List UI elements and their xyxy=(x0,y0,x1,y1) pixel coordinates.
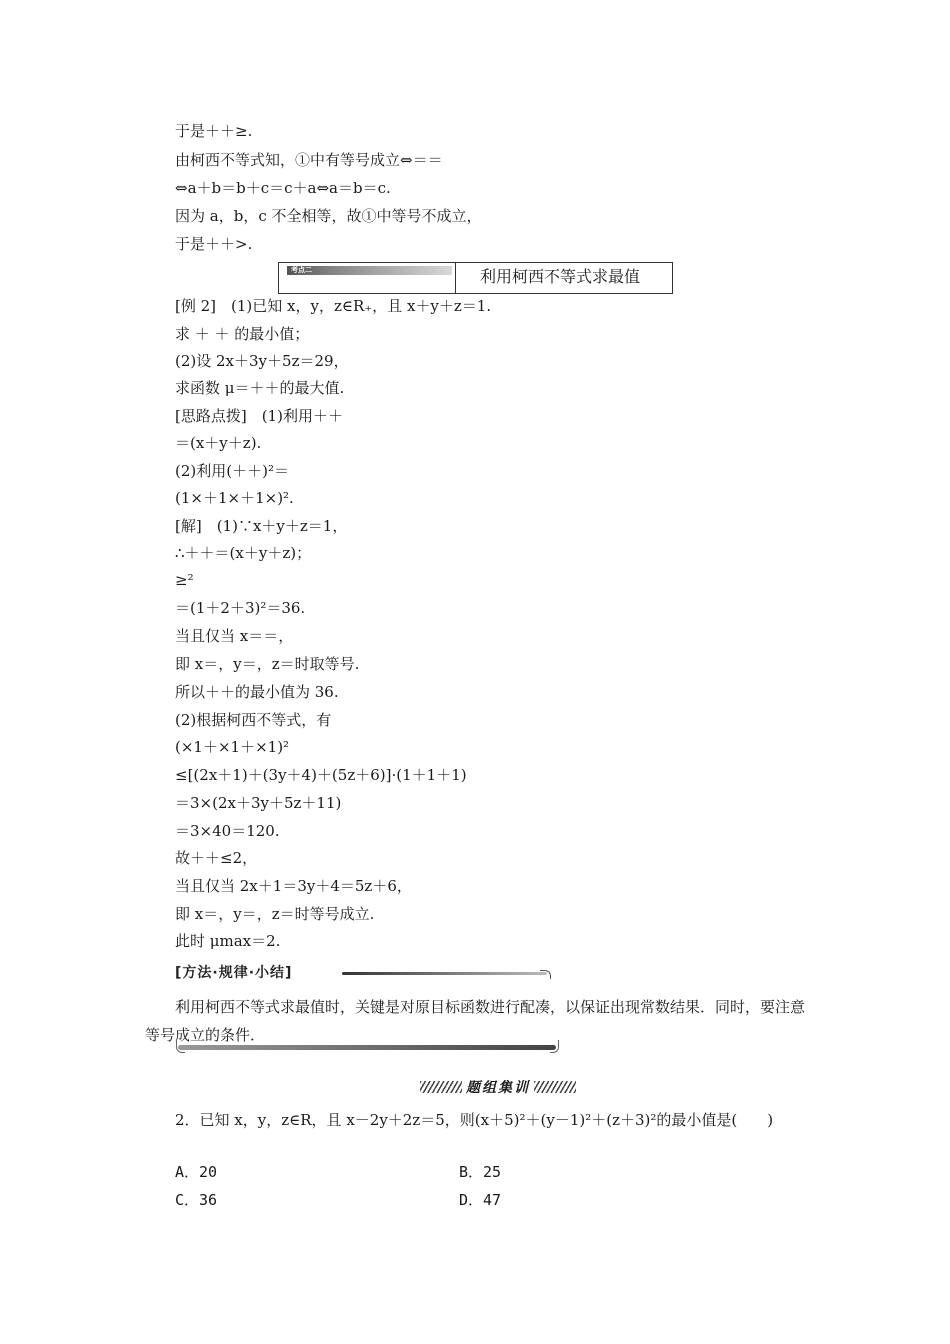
method-summary-header: [方法·规律·小结] xyxy=(175,965,293,981)
hatch-decoration-left xyxy=(420,1081,462,1093)
text-line: 因为 a，b，c 不全相等，故①中等号不成立， xyxy=(175,207,482,225)
section-title: 利用柯西不等式求最值 xyxy=(480,267,641,286)
option-d[interactable]: D．47 xyxy=(459,1191,502,1209)
section-header-box xyxy=(278,262,673,294)
solution-line: 即 x＝，y＝，z＝时等号成立. xyxy=(175,905,375,923)
method-bottom-right-corner xyxy=(550,1040,559,1053)
text-line: 于是＋＋>. xyxy=(175,235,253,253)
solution-line: ＝3×(2x＋3y＋5z＋11) xyxy=(175,794,342,812)
example-line: 求函数 μ＝＋＋的最大值. xyxy=(175,379,345,397)
solution-line: 当且仅当 2x＋1＝3y＋4＝5z＋6， xyxy=(175,877,412,895)
solution-line: 故＋＋≤2， xyxy=(175,849,258,867)
solution-line: 此时 μmax＝2. xyxy=(175,932,281,950)
solution-line: ＝3×40＝120. xyxy=(175,822,280,840)
hint-line: (1×＋1×＋1×)². xyxy=(175,489,294,507)
option-c[interactable]: C．36 xyxy=(175,1191,218,1209)
solution-line: ≤[(2x＋1)＋(3y＋4)＋(5z＋6)]·(1＋1＋1) xyxy=(175,766,467,784)
method-rule-hook xyxy=(540,970,551,979)
text-line: 于是＋＋≥. xyxy=(175,122,253,140)
text-line: 由柯西不等式知，①中有等号成立⇔＝＝ xyxy=(175,151,443,169)
method-summary-body: 利用柯西不等式求最值时，关键是对原目标函数进行配凑，以保证出现常数结果．同时，要注意等号成立的条件． xyxy=(145,998,806,1044)
exercise-header xyxy=(420,1077,576,1097)
method-bottom-rule xyxy=(178,1045,556,1050)
hint-line: [思路点拨] (1)利用＋＋ xyxy=(175,407,343,425)
hint-line: ＝(x＋y＋z). xyxy=(175,434,262,452)
solution-line: ＝(1＋2＋3)²＝36. xyxy=(175,599,306,617)
text-line: ⇔a＋b＝b＋c＝c＋a⇔a＝b＝c. xyxy=(175,179,391,197)
example-line: 求 ＋ ＋ 的最小值； xyxy=(175,325,310,343)
solution-line: ∴＋＋＝(x＋y＋z)； xyxy=(175,544,312,562)
option-a[interactable]: A．20 xyxy=(175,1163,218,1181)
section-tag-label: 考点二 xyxy=(291,266,312,274)
hint-line: (2)利用(＋＋)²＝ xyxy=(175,462,289,480)
exercise-header-title: 题组集训 xyxy=(466,1080,530,1096)
hatch-decoration-right xyxy=(534,1081,576,1093)
example-line: [例 2] (1)已知 x，y，z∈R₊，且 x＋y＋z＝1. xyxy=(175,297,492,315)
solution-line: ≥² xyxy=(175,571,194,589)
section-tag xyxy=(279,263,456,293)
solution-line: 即 x＝，y＝，z＝时取等号. xyxy=(175,655,360,673)
example-line: (2)设 2x＋3y＋5z＝29， xyxy=(175,352,349,370)
solution-line: [解] (1)∵x＋y＋z＝1， xyxy=(175,517,348,535)
question-text: 2．已知 x，y，z∈R，且 x－2y＋2z＝5，则(x＋5)²＋(y－1)²＋(z＋3)²的最小值是( ) xyxy=(175,1111,774,1129)
option-b[interactable]: B．25 xyxy=(459,1163,502,1181)
solution-line: (×1＋×1＋×1)² xyxy=(175,738,290,756)
solution-line: 所以＋＋的最小值为 36. xyxy=(175,683,339,701)
solution-line: 当且仅当 x＝＝， xyxy=(175,627,294,645)
solution-line: (2)根据柯西不等式，有 xyxy=(175,711,332,729)
method-header-rule xyxy=(342,972,547,975)
